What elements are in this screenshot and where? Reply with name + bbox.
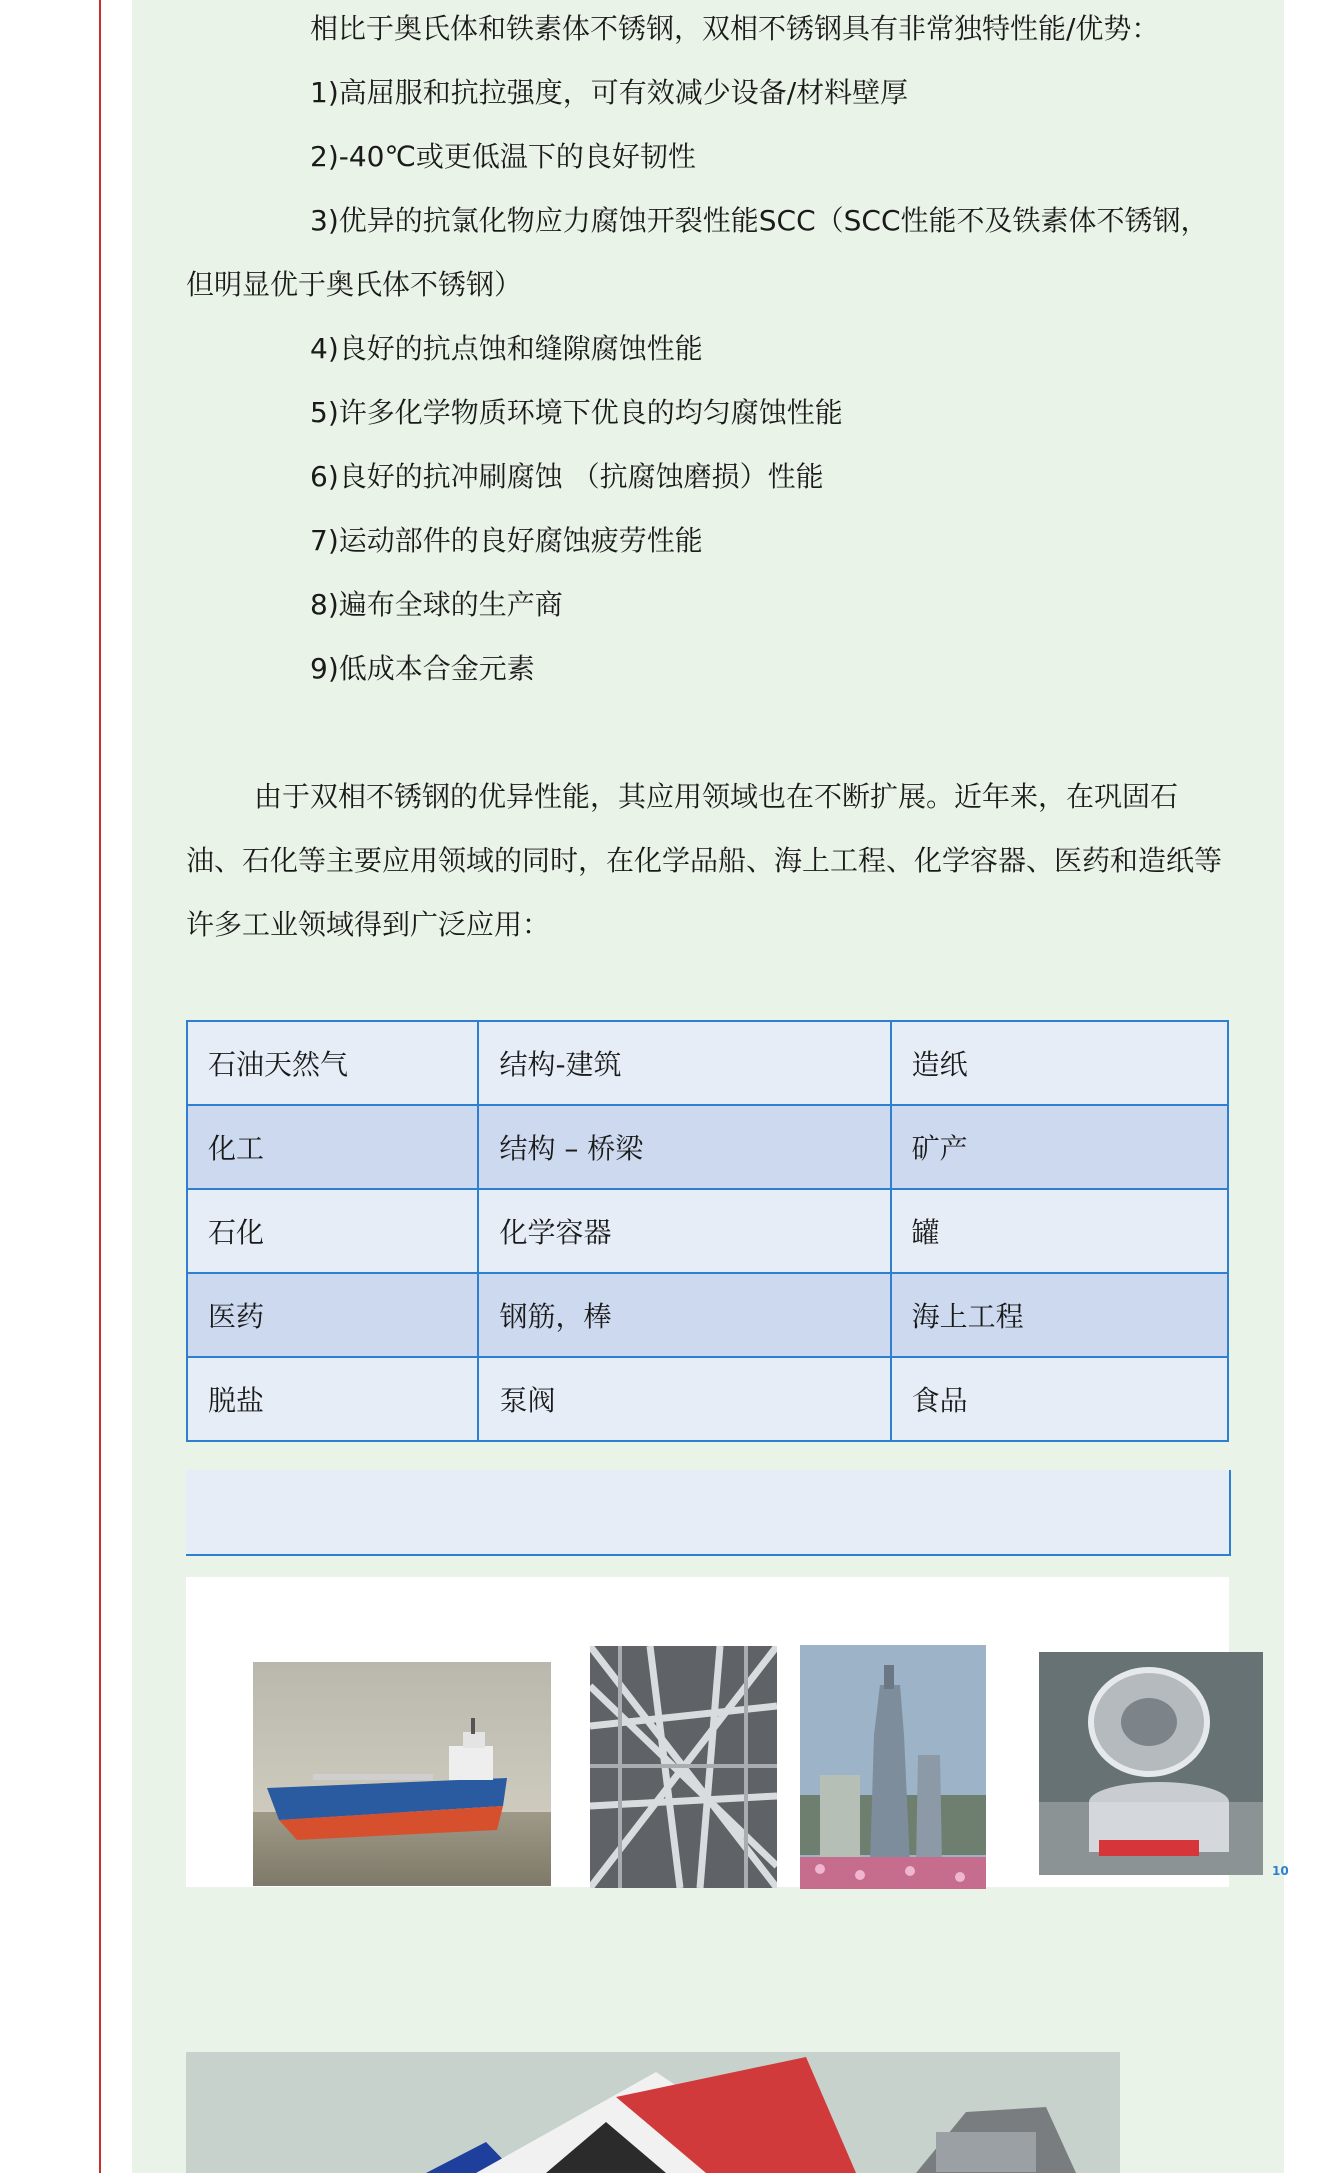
table-cell: 医药	[187, 1273, 478, 1357]
table-cell: 钢筋，棒	[478, 1273, 890, 1357]
advantage-item: 1)高屈服和抗拉强度，可有效减少设备/材料壁厚	[310, 76, 909, 109]
table-cell: 结构-建筑	[478, 1021, 890, 1105]
advantage-item: 4)良好的抗点蚀和缝隙腐蚀性能	[310, 332, 703, 365]
advantage-item: 3)优异的抗氯化物应力腐蚀开裂性能SCC（SCC性能不及铁素体不锈钢，但明显优于奥氏体不锈钢）	[186, 204, 1209, 301]
table-row	[187, 1021, 1228, 1105]
steel-structure-photo	[590, 1646, 777, 1888]
table-cell: 海上工程	[891, 1273, 1228, 1357]
table-row	[187, 1273, 1228, 1357]
empty-table-row	[186, 1470, 1231, 1556]
table-cell: 罐	[891, 1189, 1228, 1273]
table-cell: 矿产	[891, 1105, 1228, 1189]
magazine-covers-image	[186, 2052, 1120, 2173]
table-cell: 泵阀	[478, 1357, 890, 1441]
table-row	[187, 1189, 1228, 1273]
table-cell: 食品	[891, 1357, 1228, 1441]
applications-section	[186, 765, 1226, 957]
applications-table	[186, 1020, 1229, 1442]
table-cell: 结构 – 桥梁	[478, 1105, 890, 1189]
table-cell: 脱盐	[187, 1357, 478, 1441]
table-cell: 石油天然气	[187, 1021, 478, 1105]
table-cell: 造纸	[891, 1021, 1228, 1105]
advantage-item: 6)良好的抗冲刷腐蚀 （抗腐蚀磨损）性能	[310, 460, 824, 493]
left-border-line	[99, 0, 101, 2173]
intro-lead: 相比于奥氏体和铁素体不锈钢，双相不锈钢具有非常独特性能/优势：	[310, 12, 1160, 45]
table-cell: 化学容器	[478, 1189, 890, 1273]
applications-paragraph: 由于双相不锈钢的优异性能，其应用领域也在不断扩展。近年来，在巩固石油、石化等主要应用领域的同时，在化学品船、海上工程、化学容器、医药和造纸等许多工业领域得到广泛应用：	[186, 780, 1223, 941]
advantage-item: 9)低成本合金元素	[310, 652, 535, 685]
chemical-tanker-ship-photo	[253, 1662, 551, 1886]
photo-strip	[186, 1577, 1229, 1887]
table-row	[187, 1105, 1228, 1189]
petrochemical-tower-photo	[800, 1645, 986, 1889]
advantage-item: 5)许多化学物质环境下优良的均匀腐蚀性能	[310, 396, 843, 429]
table-cell: 化工	[187, 1105, 478, 1189]
page-number: 10	[1272, 1864, 1289, 1878]
advantage-item: 7)运动部件的良好腐蚀疲劳性能	[310, 524, 703, 557]
table-cell: 石化	[187, 1189, 478, 1273]
pressure-vessel-photo	[1039, 1652, 1263, 1875]
table-row	[187, 1357, 1228, 1441]
advantage-item: 2)-40℃或更低温下的良好韧性	[310, 140, 696, 173]
advantages-section	[186, 0, 1226, 701]
advantage-item: 8)遍布全球的生产商	[310, 588, 563, 621]
